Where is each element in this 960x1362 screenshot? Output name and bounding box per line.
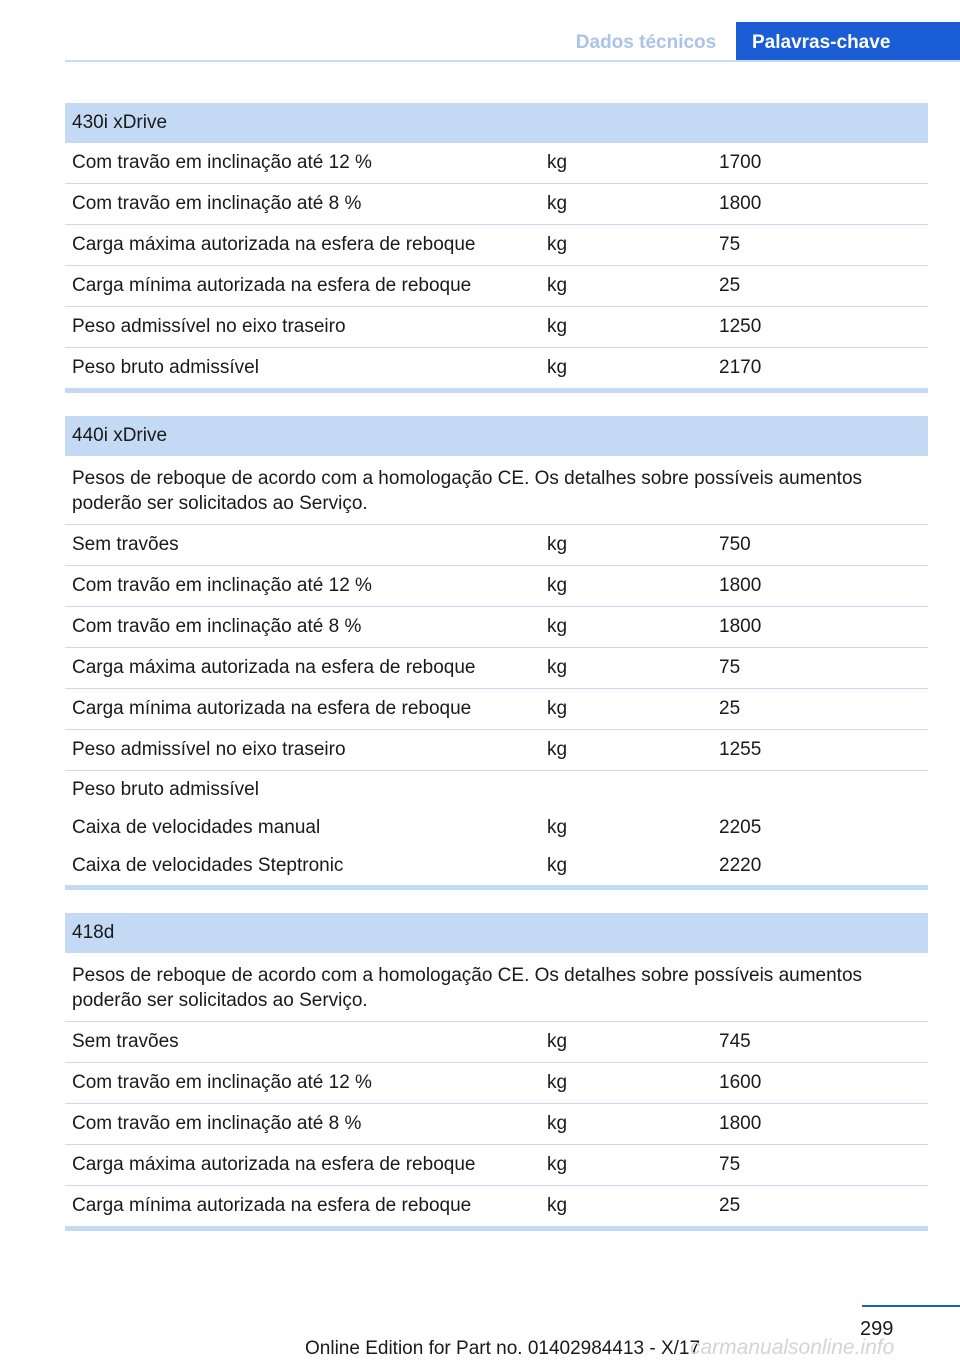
row-label: Caixa de velocidades manual [72, 817, 321, 838]
row-label: Com travão em inclinação até 8 % [72, 1113, 362, 1134]
row-unit: kg [547, 616, 568, 637]
table-row [65, 1022, 928, 1063]
table-row [65, 307, 928, 348]
table-row [65, 847, 928, 885]
table-row [65, 1063, 928, 1104]
row-unit: kg [547, 698, 568, 719]
row-value: 25 [719, 275, 741, 296]
table-row [65, 348, 928, 388]
table-row [65, 1186, 928, 1226]
table-row [65, 648, 928, 689]
row-label: Peso bruto admissível [72, 357, 259, 378]
row-value: 25 [719, 698, 741, 719]
row-label: Peso admissível no eixo traseiro [72, 316, 346, 337]
table-row [65, 566, 928, 607]
row-value: 1700 [719, 152, 762, 173]
row-value: 1600 [719, 1072, 762, 1093]
table-title: 418d [65, 913, 928, 953]
table-row [65, 809, 928, 847]
table-row [65, 143, 928, 184]
row-value: 1800 [719, 575, 762, 596]
row-unit: kg [547, 316, 568, 337]
row-value: 2220 [719, 855, 762, 876]
row-unit: kg [547, 1154, 568, 1175]
row-unit: kg [547, 1072, 568, 1093]
row-value: 25 [719, 1195, 741, 1216]
row-unit: kg [547, 1031, 568, 1052]
table-note: Pesos de reboque de acordo com a homologação CE. Os detalhes sobre possíveis aumentos poderão ser solicitados ao Serviço. [65, 456, 928, 525]
table-end-bar [65, 388, 928, 393]
table-title: 440i xDrive [65, 416, 928, 456]
row-label: Sem travões [72, 1031, 179, 1052]
row-label: Peso bruto admissível [72, 779, 259, 800]
table-418d [65, 913, 928, 1231]
row-label: Com travão em inclinação até 8 % [72, 616, 362, 637]
row-label: Com travão em inclinação até 12 % [72, 152, 372, 173]
tab-dados-tecnicos[interactable]: Dados técnicos [575, 32, 717, 53]
row-unit: kg [547, 193, 568, 214]
row-label: Carga mínima autorizada na esfera de reboque [72, 275, 472, 296]
row-label: Com travão em inclinação até 12 % [72, 1072, 372, 1093]
row-value: 1800 [719, 616, 762, 637]
row-label: Carga máxima autorizada na esfera de reboque [72, 1154, 476, 1175]
table-end-bar [65, 1226, 928, 1231]
table-430i-xdrive [65, 103, 928, 393]
row-unit: kg [547, 575, 568, 596]
table-row [65, 1104, 928, 1145]
row-label: Carga máxima autorizada na esfera de reboque [72, 657, 476, 678]
row-label: Carga mínima autorizada na esfera de reboque [72, 1195, 472, 1216]
row-value: 75 [719, 234, 741, 255]
row-value: 75 [719, 657, 741, 678]
table-row [65, 607, 928, 648]
row-unit: kg [547, 275, 568, 296]
row-value: 2170 [719, 357, 762, 378]
table-row [65, 184, 928, 225]
table-row [65, 730, 928, 771]
row-value: 1255 [719, 739, 762, 760]
row-label: Peso admissível no eixo traseiro [72, 739, 346, 760]
row-unit: kg [547, 234, 568, 255]
row-unit: kg [547, 855, 568, 876]
row-label: Sem travões [72, 534, 179, 555]
table-row [65, 771, 928, 809]
table-row [65, 225, 928, 266]
table-440i-xdrive [65, 416, 928, 890]
row-unit: kg [547, 1113, 568, 1134]
table-note: Pesos de reboque de acordo com a homologação CE. Os detalhes sobre possíveis aumentos poderão ser solicitados ao Serviço. [65, 953, 928, 1022]
page-number: 299 [860, 1318, 894, 1340]
header-rule [65, 60, 960, 62]
row-unit: kg [547, 1195, 568, 1216]
row-value: 75 [719, 1154, 741, 1175]
row-value: 745 [719, 1031, 751, 1052]
row-unit: kg [547, 534, 568, 555]
tab-palavras-chave[interactable]: Palavras-chave [736, 22, 960, 62]
table-title: 430i xDrive [65, 103, 928, 143]
row-unit: kg [547, 152, 568, 173]
footer-rule [862, 1305, 960, 1307]
table-row [65, 525, 928, 566]
row-label: Com travão em inclinação até 8 % [72, 193, 362, 214]
row-unit: kg [547, 739, 568, 760]
row-label: Carga máxima autorizada na esfera de reboque [72, 234, 476, 255]
row-unit: kg [547, 357, 568, 378]
row-label: Carga mínima autorizada na esfera de reboque [72, 698, 472, 719]
edition-text: Online Edition for Part no. 01402984413 - X/17 [305, 1338, 701, 1359]
table-row [65, 266, 928, 307]
row-value: 1250 [719, 316, 762, 337]
table-end-bar [65, 885, 928, 890]
row-value: 750 [719, 534, 751, 555]
table-row [65, 1145, 928, 1186]
watermark: carmanualsonline.info [690, 1336, 895, 1359]
row-label: Caixa de velocidades Steptronic [72, 855, 344, 876]
row-value: 1800 [719, 1113, 762, 1134]
row-label: Com travão em inclinação até 12 % [72, 575, 372, 596]
table-row [65, 689, 928, 730]
row-unit: kg [547, 817, 568, 838]
page-header [0, 0, 960, 62]
row-unit: kg [547, 657, 568, 678]
row-value: 1800 [719, 193, 762, 214]
row-value: 2205 [719, 817, 762, 838]
